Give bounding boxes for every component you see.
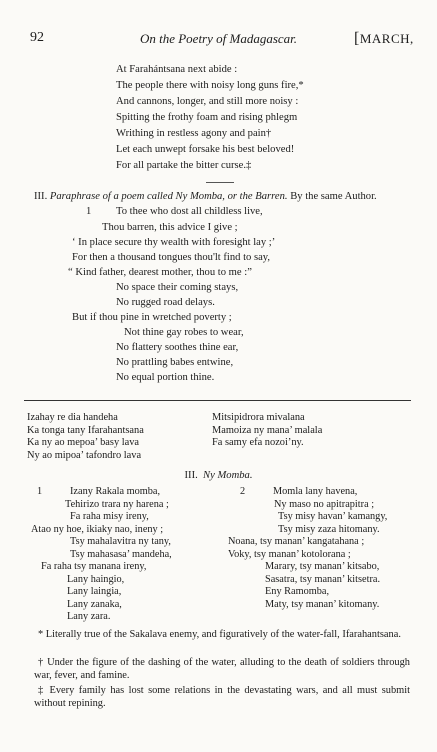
verse-line: Fa raha misy ireny, [70, 511, 149, 522]
poem-line: No rugged road delays. [116, 297, 215, 308]
verse-line: Mitsipidrora mivalana [212, 412, 305, 423]
poem-continuation [116, 62, 304, 174]
footnote: * Literally true of the Sakalava enemy, and figuratively of the water-fall, Ifarahantsana. [38, 629, 401, 640]
verse-line: Izany Rakala momba, [70, 486, 161, 497]
section-heading [34, 191, 377, 202]
ny-momba-column-2 [218, 486, 437, 616]
poem-line: Thou barren, this advice I give ; [102, 222, 238, 233]
stanza-number: 1 [86, 206, 92, 217]
section-byline: By the same Author. [290, 191, 377, 202]
verse-line: Noana, tsy manan’ kangatahana ; [228, 536, 365, 547]
footnote: ‡ Every family has lost some relations in the devastating wars, and all must submit without repining. [34, 685, 410, 709]
poem-line: Writhing in restless agony and pain† [116, 128, 272, 139]
poem-line: Let each unwept forsake his best beloved! [116, 144, 295, 155]
paraphrase-poem [0, 206, 437, 396]
poem-line: For all partake the bitter curse.‡ [116, 160, 252, 171]
poem-line: For then a thousand tongues thou'lt find to say, [72, 252, 271, 263]
section-numeral: III. [34, 191, 48, 202]
verse-line: Ka tonga tany Ifarahantsana [27, 424, 144, 436]
verse-line: Mamoiza ny mana’ malala [212, 424, 323, 436]
bracket-glyph: [ [354, 30, 360, 47]
poem-line: No flattery soothes thine ear, [116, 342, 239, 353]
verse-line: Lany laingia, [67, 586, 122, 597]
month-label: MARCH, [359, 31, 414, 46]
poem-line: Not thine gay robes to wear, [124, 327, 244, 338]
verse-line: Fa raha tsy manana ireny, [41, 561, 147, 572]
verse-line: Izahay re dia handeha [27, 412, 118, 423]
running-title-text: On the Poetry of Madagascar. [139, 31, 298, 46]
verse-line: Sasatra, tsy manan’ kitsetra. [265, 573, 381, 585]
verse-line: Atao ny hoe, ikiaky nao, ineny ; [31, 523, 164, 535]
verse-line: Tsy misy zaza hitomany. [278, 523, 380, 535]
verse-line: Maty, tsy manan’ kitomany. [265, 598, 380, 610]
poem-line: To thee who dost all childless live, [116, 206, 263, 217]
verse-line: Lany zanaka, [67, 598, 122, 610]
verse-line: Ny maso no apitrapitra ; [274, 498, 375, 510]
verse-line: Lany haingio, [67, 573, 125, 585]
stanza-number: 1 [37, 486, 43, 497]
verse-line: Eny Ramomba, [265, 586, 330, 597]
verse-line: Fa samy efa nozoi’ny. [212, 437, 304, 448]
malagasy-column-left [27, 412, 144, 462]
poem-line: No prattling babes entwine, [116, 357, 234, 368]
verse-line: Voky, tsy manan’ kotolorana ; [228, 548, 351, 560]
verse-line: Tsy mahalavitra ny tany, [70, 536, 171, 547]
poem-line: ‘ In place secure thy wealth with foresight lay ;’ [72, 237, 276, 248]
verse-line: Ny ao mipoa’ tafondro lava [27, 449, 142, 461]
footnote: † Under the figure of the dashing of the water, alluding to the death of soldiers through war, fever, and famine. [34, 657, 410, 681]
verse-line: Tsy misy havan’ kamangy, [278, 511, 388, 522]
section-divider-long [24, 400, 411, 401]
section-numeral: III. [184, 470, 198, 481]
page-number: 92 [30, 30, 44, 45]
poem-line: At Farahántsana next abide : [116, 64, 238, 75]
verse-line: Ka ny ao mepoa’ basy lava [27, 437, 140, 448]
running-month [354, 30, 414, 48]
verse-line: Tehirizo trara ny harena ; [65, 498, 169, 510]
ny-momba-column-1 [0, 486, 218, 622]
poem-line: “ Kind father, dearest mother, thou to me :” [68, 267, 252, 278]
poem-line: But if thou pine in wretched poverty ; [72, 312, 232, 323]
poem-line: The people there with noisy long guns fire,* [116, 80, 304, 91]
poem-line: And cannons, longer, and still more noisy : [116, 96, 299, 107]
section-title: Ny Momba. [203, 470, 253, 481]
poem-line: No equal portion thine. [116, 372, 215, 383]
verse-line: Tsy mahasasa’ mandeha, [70, 548, 172, 560]
section-divider-short [206, 182, 234, 183]
verse-line: Lany zara. [67, 611, 111, 622]
ny-momba-heading [0, 470, 437, 481]
poem-line: Spitting the frothy foam and rising phlegm [116, 112, 298, 123]
stanza-number: 2 [240, 486, 246, 497]
malagasy-column-right [212, 412, 322, 450]
verse-line: Momla lany havena, [273, 486, 358, 497]
poem-line: No space their coming stays, [116, 282, 239, 293]
section-title: Paraphrase of a poem called Ny Momba, or the Barren. [49, 191, 288, 202]
verse-line: Marary, tsy manan’ kitsabo, [265, 561, 380, 572]
